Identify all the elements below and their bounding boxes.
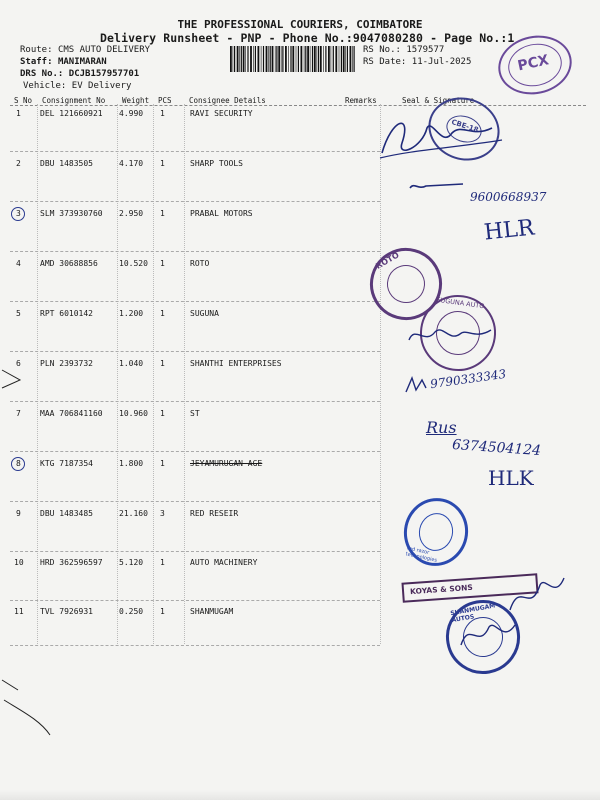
phone-handwritten-row6: 9790333343	[429, 366, 507, 392]
row-consignment: SLM 373930760	[40, 209, 103, 218]
ravi-stamp-code: CBE-18	[450, 118, 480, 135]
drs-line	[20, 69, 139, 79]
col-remarks: Remarks	[345, 96, 377, 105]
staff-value: MANIMARAN	[57, 57, 107, 67]
vehicle-line	[23, 81, 131, 91]
row-pcs: 1	[160, 459, 165, 468]
phone-handwritten-row2: 9600668937	[470, 190, 547, 204]
rs-no-label: RS No.:	[363, 45, 401, 55]
row-weight: 21.160	[119, 509, 148, 518]
row-weight: 5.120	[119, 558, 144, 567]
signature-row7: Rus	[426, 418, 457, 437]
row-weight: 4.170	[119, 159, 144, 168]
col-pcs: PCS	[158, 96, 172, 105]
row-weight: 1.200	[119, 309, 144, 318]
row-sno: 6	[16, 359, 21, 368]
row-sno: 5	[16, 309, 21, 318]
row-divider	[10, 351, 380, 352]
row-consignee: SHARP TOOLS	[190, 159, 243, 168]
row-sno: 8	[16, 459, 21, 468]
row-consignment: DEL 121660921	[40, 109, 103, 118]
row-weight: 1.040	[119, 359, 144, 368]
row-pcs: 1	[160, 259, 165, 268]
row-pcs: 1	[160, 607, 165, 616]
signature-row11	[455, 615, 525, 655]
row-divider	[10, 600, 380, 601]
row-consignee: SUGUNA	[190, 309, 219, 318]
drs-label: DRS No.:	[20, 69, 64, 79]
suguna-stamp-text: SUGUNA AUTO	[435, 295, 485, 311]
row-consignment: MAA 706841160	[40, 409, 103, 418]
row-consignment: PLN 2393732	[40, 359, 93, 368]
table-row	[0, 359, 600, 409]
staff-label: Staff:	[20, 57, 53, 67]
hlk-handwritten-row8: HLK	[488, 466, 534, 490]
row-weight: 2.950	[119, 209, 144, 218]
row-divider	[10, 451, 380, 452]
header-divider	[10, 105, 586, 106]
row-pcs: 1	[160, 409, 165, 418]
row-pcs: 1	[160, 309, 165, 318]
hlr-handwritten-row3: HLR	[482, 215, 536, 246]
route-line	[20, 45, 150, 55]
row-consignee: ROTO	[190, 259, 210, 268]
row-weight: 0.250	[119, 607, 144, 616]
row-divider	[10, 201, 380, 202]
row-consignee: RAVI SECURITY	[190, 109, 253, 118]
row-sno: 7	[16, 409, 21, 418]
row-weight: 10.960	[119, 409, 148, 418]
row-consignee: RED RESEIR	[190, 509, 239, 518]
pcx-stamp-text: PCX	[516, 52, 551, 75]
rs-no-line	[363, 45, 444, 55]
drs-value: DCJB157957701	[68, 69, 140, 79]
row-sno: 10	[14, 558, 24, 567]
row-consignee: AUTO MACHINERY	[190, 558, 258, 567]
row-consignment: RPT 6010142	[40, 309, 93, 318]
margin-pen-mark	[0, 660, 60, 740]
shanmugam-stamp-text: SHANMUGAM AUTOS	[449, 602, 496, 625]
koyas-stamp-text: KOYAS & SONS	[409, 582, 474, 597]
route-label: Route:	[20, 45, 53, 55]
rs-date-value: 11-Jul-2025	[411, 57, 472, 67]
col-weight: Weight	[122, 96, 150, 105]
signature-row5	[405, 320, 495, 350]
route-value: CMS AUTO DELIVERY	[57, 45, 151, 55]
row-weight: 4.990	[119, 109, 144, 118]
vehicle-label: Vehicle:	[23, 81, 67, 91]
rs-date-line	[363, 57, 471, 67]
red-razor-stamp-text: red razor technologies	[405, 545, 438, 564]
row-divider	[10, 151, 380, 152]
row-pcs: 1	[160, 209, 165, 218]
row-sno: 3	[16, 209, 21, 218]
staff-line	[20, 57, 107, 67]
row-consignee: PRABAL MOTORS	[190, 209, 253, 218]
row-consignee: SHANMUGAM	[190, 607, 234, 616]
row-divider	[10, 251, 380, 252]
signature-row2	[408, 178, 468, 194]
row-sno: 9	[16, 509, 21, 518]
row-consignment: DBU 1483505	[40, 159, 93, 168]
scan-edge	[0, 790, 600, 800]
company-title: THE PROFESSIONAL COURIERS, COIMBATORE	[177, 18, 423, 31]
vehicle-value: EV Delivery	[71, 81, 132, 91]
row-divider	[10, 401, 380, 402]
row-consignee: JEYAMURUGAN AGE	[190, 459, 263, 468]
row-sno: 4	[16, 259, 21, 268]
row-sno: 2	[16, 159, 21, 168]
roto-stamp-text: ROTO	[374, 250, 401, 271]
pen-circle-mark	[11, 207, 25, 221]
row-consignment: TVL 7926931	[40, 607, 93, 616]
col-consignee: Consignee Details	[189, 96, 266, 105]
row-consignee: SHANTHI ENTERPRISES	[190, 359, 282, 368]
row-divider	[10, 501, 380, 502]
col-consignment: Consignment No	[42, 96, 106, 105]
row-divider	[10, 301, 380, 302]
margin-pen-mark	[0, 360, 40, 390]
table-row	[0, 259, 600, 309]
row-consignment: KTG 7187354	[40, 459, 93, 468]
row-pcs: 3	[160, 509, 165, 518]
row-consignee: ST	[190, 409, 200, 418]
row-pcs: 1	[160, 109, 165, 118]
rs-no-value: 1579577	[406, 45, 445, 55]
row-sno: 11	[14, 607, 24, 616]
row-divider	[10, 645, 380, 646]
table-row	[0, 309, 600, 359]
row-weight: 10.520	[119, 259, 148, 268]
col-sno: S No	[14, 96, 33, 105]
drs-barcode	[230, 46, 356, 72]
rs-date-label: RS Date:	[363, 57, 407, 67]
phone-handwritten-row7: 6374504124	[451, 436, 542, 460]
signature-row1	[372, 108, 512, 168]
row-pcs: 1	[160, 558, 165, 567]
runsheet-subtitle: Delivery Runsheet - PNP - Phone No.:9047080280 - Page No.:1	[100, 31, 515, 45]
row-consignment: AMD 30688856	[40, 259, 98, 268]
row-divider	[10, 551, 380, 552]
col-seal-signature: Seal & Signature	[402, 96, 475, 105]
row-weight: 1.800	[119, 459, 144, 468]
row-sno: 1	[16, 109, 21, 118]
row-consignment: HRD 362596597	[40, 558, 103, 567]
row-pcs: 1	[160, 159, 165, 168]
row-consignment: DBU 1483485	[40, 509, 93, 518]
table-row	[0, 509, 600, 559]
row-pcs: 1	[160, 359, 165, 368]
pen-circle-mark	[11, 457, 25, 471]
